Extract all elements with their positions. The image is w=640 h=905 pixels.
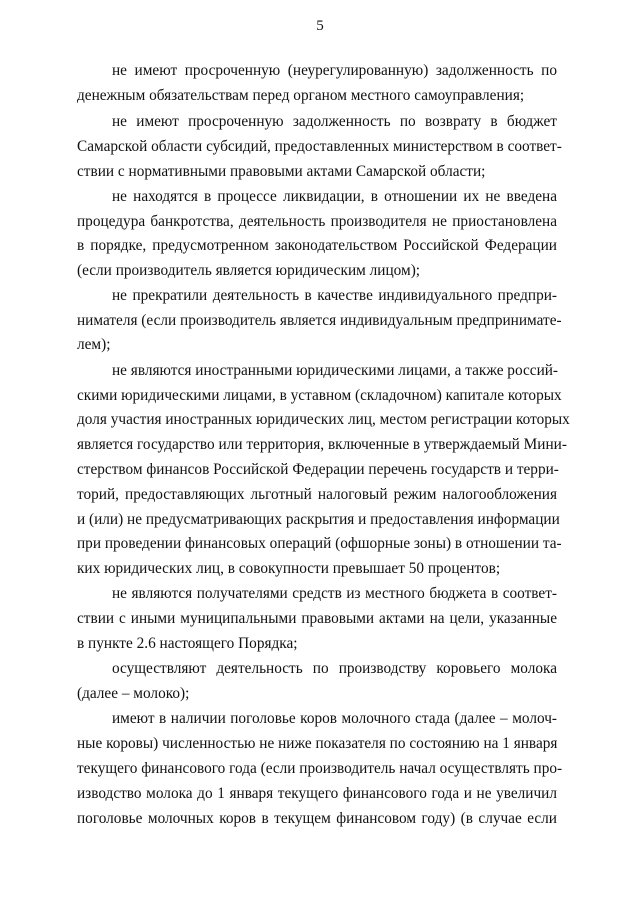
text-line: денежным обязательствам перед органом местного самоуправления;	[77, 87, 525, 104]
text-line: не прекратили деятельность в качестве индивидуального предпри-	[112, 287, 557, 304]
text-line: не являются иностранными юридическими лицами, а также россий-	[112, 362, 559, 379]
text-line: процедура банкротства, деятельность производителя не приостановлена	[77, 213, 557, 230]
text-line: стерством финансов Российской Федерации перечень государств и терри-	[77, 461, 559, 478]
text-line: ные коровы) численностью не ниже показателя по состоянию на 1 января	[77, 735, 558, 752]
text-line: лем);	[77, 336, 111, 353]
text-line: текущего финансового года (если производитель начал осуществлять про-	[77, 760, 563, 777]
text-line: поголовье молочных коров в текущем финансовом году) (в случае если	[77, 810, 557, 827]
text-line: не находятся в процессе ликвидации, в отношении их не введена	[112, 188, 557, 205]
text-line: ствии с нормативными правовыми актами Самарской области;	[77, 163, 486, 180]
text-line: торий, предоставляющих льготный налоговый режим налогообложения	[77, 486, 557, 503]
text-line: в порядке, предусмотренном законодательством Российской Федерации	[77, 237, 557, 254]
text-line: не имеют просроченную (неурегулированную) задолженность по	[112, 62, 557, 79]
text-line: доля участия иностранных юридических лиц, местом регистрации которых	[77, 411, 570, 428]
text-line: не имеют просроченную задолженность по возврату в бюджет	[112, 113, 557, 130]
text-line: нимателя (если производитель является индивидуальным предпринимате-	[77, 312, 562, 329]
text-line: Самарской области субсидий, предоставленных министерством в соответ-	[77, 138, 562, 155]
text-line: в пункте 2.6 настоящего Порядка;	[77, 635, 298, 652]
text-line: изводство молока до 1 января текущего финансового года и не увеличил	[77, 785, 557, 802]
text-line: не являются получателями средств из местного бюджета в соответ-	[112, 585, 557, 602]
text-line: скими юридическими лицами, в уставном (складочном) капитале которых	[77, 387, 562, 404]
text-line: ких юридических лиц, в совокупности превышает 50 процентов;	[77, 560, 501, 577]
text-line: имеют в наличии поголовье коров молочного стада (далее – молоч-	[112, 710, 557, 727]
text-line: и (или) не предусматривающих раскрытия и предоставления информации	[77, 511, 560, 528]
text-line: (если производитель является юридическим лицом);	[77, 262, 421, 279]
page-number: 5	[316, 18, 324, 34]
text-line: при проведении финансовых операций (офшорные зоны) в отношении та-	[77, 535, 562, 552]
text-line: является государство или территория, включенные в утверждаемый Мини-	[77, 436, 567, 453]
text-line: (далее – молоко);	[77, 685, 190, 702]
text-line: ствии с иными муниципальными правовыми актами на цели, указанные	[77, 610, 557, 627]
text-line: осуществляют деятельность по производству коровьего молока	[112, 660, 557, 677]
